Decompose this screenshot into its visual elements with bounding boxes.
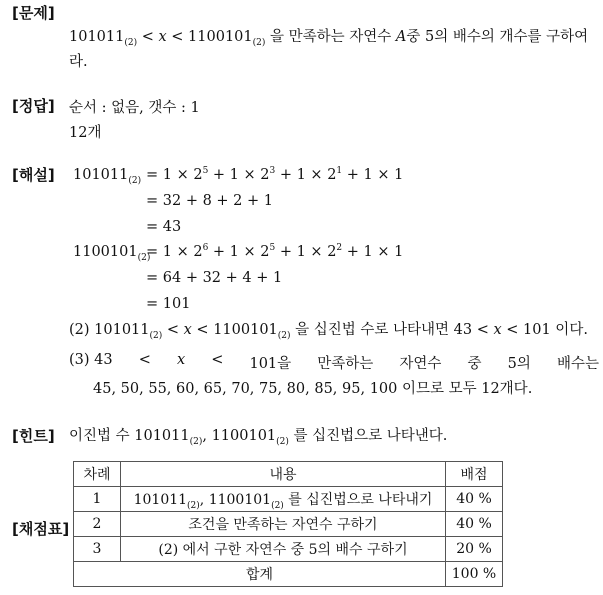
eq2-rhs: = $1 \times 2^6 + 1 \times 2^5 + 1 \times 2^2 + 1 \times 1$	[146, 243, 404, 260]
solution-step-3-line-1: (3) 43 < x < 101을 만족하는 자연수 중 5의 배수는	[69, 352, 599, 372]
problem-label: [문제]	[12, 4, 55, 22]
table-row	[74, 487, 503, 512]
row-num: 3	[74, 537, 121, 562]
answer-label: [정답]	[12, 97, 55, 115]
eq1-lhs: $101011_{(2)}$	[73, 167, 142, 186]
rubric-table	[73, 461, 503, 587]
answer-line-1: 순서 : 없음, 갯수 : 1	[69, 100, 200, 116]
table-row	[74, 537, 503, 562]
solution-step-3-line-2: 45, 50, 55, 60, 65, 70, 75, 80, 85, 95, 100 이므로 모두 12개다.	[93, 381, 533, 397]
row-score: 40 %	[446, 487, 503, 512]
table-row	[74, 512, 503, 537]
total-label: 합계	[74, 562, 446, 587]
problem-line-1: $101011_{(2)} < x < 1100101_{(2)}$ 을 만족하는 자연수 A중 5의 배수의 개수를 구하여	[69, 29, 589, 48]
row-content: $101011_{(2)}$, $1100101_{(2)}$ 를 십진법으로 나타내기	[121, 487, 446, 512]
eq2-line-3: = 101	[146, 296, 191, 312]
header-score: 배점	[446, 462, 503, 487]
row-num: 1	[74, 487, 121, 512]
row-content: 조건을 만족하는 자연수 구하기	[121, 512, 446, 537]
answer-line-2: 12개	[69, 125, 102, 141]
eq1-line-3: = 43	[146, 219, 182, 235]
row-content: (2) 에서 구한 자연수 중 5의 배수 구하기	[121, 537, 446, 562]
header-content: 내용	[121, 462, 446, 487]
rubric-label: [채점표]	[12, 520, 70, 538]
solution-label: [해설]	[12, 166, 55, 184]
row-num: 2	[74, 512, 121, 537]
hint-text: 이진법 수 $101011_{(2)}$, $1100101_{(2)}$ 를 십진법으로 나타낸다.	[69, 428, 448, 447]
row-score: 40 %	[446, 512, 503, 537]
solution-step-2: (2) $101011_{(2)} < x < 1100101_{(2)}$ 을 십진법 수로 나타내면 43 < x < 101 이다.	[69, 322, 588, 341]
hint-label: [힌트]	[12, 427, 55, 445]
problem-line-2: 라.	[69, 54, 88, 70]
eq2-lhs: $1100101_{(2)}$	[73, 244, 151, 263]
header-order: 차례	[74, 462, 121, 487]
row-score: 20 %	[446, 537, 503, 562]
total-score: 100 %	[446, 562, 503, 587]
eq1-line-2: = 32 + 8 + 2 + 1	[146, 193, 273, 209]
table-total-row	[74, 562, 503, 587]
eq1-rhs: = $1 \times 2^5 + 1 \times 2^3 + 1 \times 2^1 + 1 \times 1$	[146, 166, 404, 183]
table-header-row	[74, 462, 503, 487]
eq2-line-2: = 64 + 32 + 4 + 1	[146, 270, 283, 286]
